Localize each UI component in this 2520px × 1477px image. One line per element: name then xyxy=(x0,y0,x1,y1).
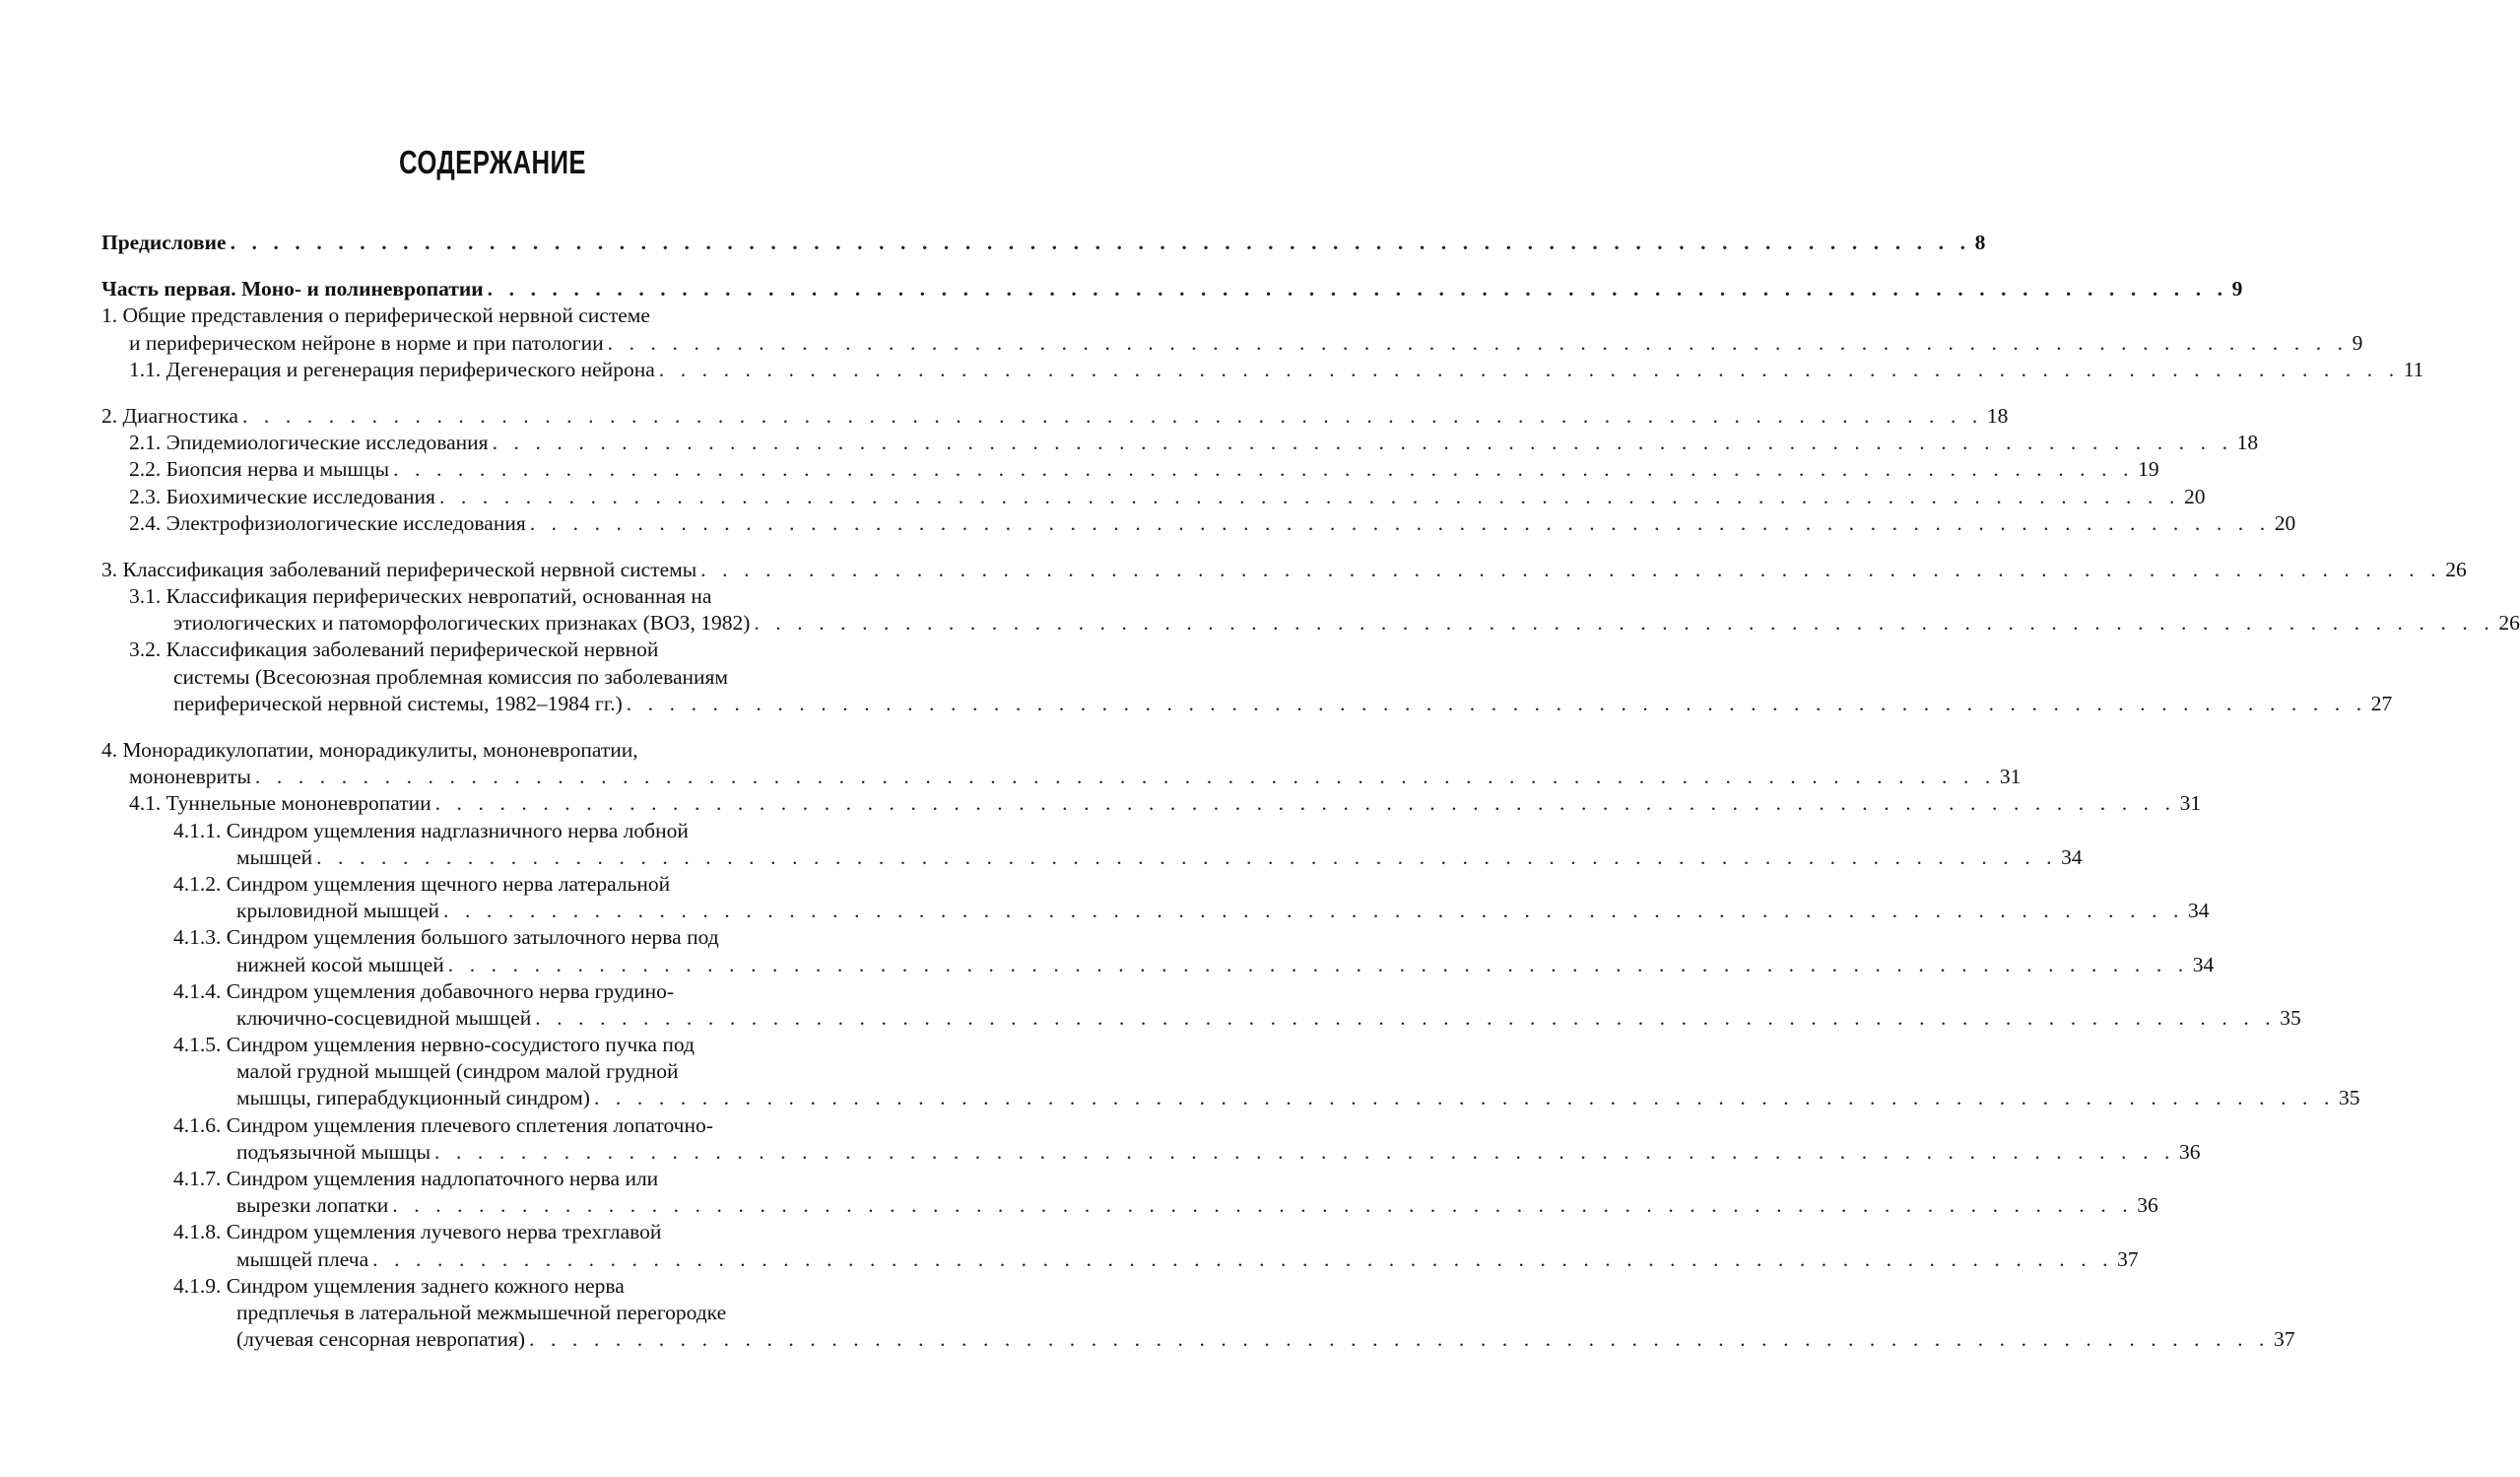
toc-entry-4-1-4-line-1[interactable] xyxy=(101,978,884,1005)
toc-entry-title: подъязычной мышцы xyxy=(236,1139,434,1166)
table-of-contents xyxy=(101,230,2520,1353)
toc-page-number: 19 xyxy=(2138,457,2159,482)
dot-leader: . . . . . . . . . . . . . . . . . . . . . . . . . . . . . . . . . . . . . . . . . . . . . . . . . . . . . . . . . . . . . . . . . . . . . . . . . . . . . . . . . xyxy=(658,357,2400,381)
toc-entry-title: периферической нервной системы, 1982–1984 гг.) xyxy=(173,691,627,717)
dot-leader: . . . . . . . . . . . . . . . . . . . . . . . . . . . . . . . . . . . . . . . . . . . . . . . . . . . . . . . . . . . . . . . . . . . . . . . . . . . . . . . . . xyxy=(593,1086,2335,1110)
toc-entry-chapter-2[interactable] xyxy=(101,403,2009,430)
toc-page-number: 18 xyxy=(1986,403,2009,428)
toc-entry-title: 2.2. Биопсия нерва и мышцы xyxy=(129,456,393,483)
toc-entry-title: 4.1.9. Синдром ущемления заднего кожного нерва xyxy=(173,1273,629,1300)
toc-page-number: 35 xyxy=(2280,1005,2301,1030)
toc-entry-title: (лучевая сенсорная невропатия) xyxy=(236,1326,529,1353)
dot-leader: . . . . . . . . . . . . . . . . . . . . . . . . . . . . . . . . . . . . . . . . . . . . . . . . . . . . . . . . . . . . . . . . . . . . . . . . . . . . . . . . . xyxy=(434,791,2176,816)
toc-entry-chapter-3[interactable] xyxy=(101,557,2467,583)
toc-page-number: 34 xyxy=(2188,899,2210,923)
toc-entry-4-1-5-line-1[interactable] xyxy=(101,1032,884,1058)
toc-entry-title: 4.1. Туннельные мононевропатии xyxy=(129,790,435,817)
toc-page-number: 27 xyxy=(2370,691,2393,715)
dot-leader: . . . . . . . . . . . . . . . . . . . . . . . . . . . . . . . . . . . . . . . . . . . . . . . . . . . . . . . . . . . . . . . . . . . . . . . . . . . . . . . . . xyxy=(316,844,2058,869)
toc-entry-chapter-4-line-1[interactable] xyxy=(101,737,884,764)
toc-entry-3-2-line-2[interactable] xyxy=(101,664,884,691)
dot-leader: . . . . . . . . . . . . . . . . . . . . . . . . . . . . . . . . . . . . . . . . . . . . . . . . . . . . . . . . . . . . . . . . . . . . . . . . . . . . . . . . . xyxy=(443,899,2184,923)
toc-entry-4-1-9-line-3[interactable] xyxy=(101,1326,2295,1353)
toc-entry-title: 1.1. Дегенерация и регенерация периферического нейрона xyxy=(129,357,659,383)
toc-entry-title: мышцей плеча xyxy=(236,1246,372,1273)
dot-leader: . . . . . . . . . . . . . . . . . . . . . . . . . . . . . . . . . . . . . . . . . . . . . . . . . . . . . . . . . . . . . . . . . . . . . . . . . . . . . . . . . xyxy=(529,1327,2271,1352)
toc-entry-4-1-8-line-1[interactable] xyxy=(101,1219,884,1245)
toc-entry-title: 3.1. Классификация периферических невропатий, основанная на xyxy=(129,583,715,610)
dot-leader: . . . . . . . . . . . . . . . . . . . . . . . . . . . . . . . . . . . . . . . . . . . . . . . . . . . . . . . . . . . . . . . . . . . . . . . . . . . . . . . . . xyxy=(438,484,2180,508)
toc-page-number: 26 xyxy=(2498,611,2520,636)
toc-page-number: 20 xyxy=(2274,510,2296,535)
toc-page-number: 34 xyxy=(2061,844,2083,869)
toc-page-number: 9 xyxy=(2352,330,2363,355)
toc-entry-3-1-line-1[interactable] xyxy=(101,583,884,610)
toc-entry-3-2-line-3[interactable] xyxy=(101,691,2393,717)
toc-page-number: 11 xyxy=(2403,357,2424,381)
toc-entry-1-1[interactable] xyxy=(101,357,2424,383)
dot-leader: . . . . . . . . . . . . . . . . . . . . . . . . . . . . . . . . . . . . . . . . . . . . . . . . . . . . . . . . . . . . . . . . . . . . . . . . . . . . . . . . . xyxy=(700,557,2442,581)
dot-leader: . . . . . . . . . . . . . . . . . . . . . . . . . . . . . . . . . . . . . . . . . . . . . . . . . . . . . . . . . . . . . . . . . . . . . . . . . . . . . . . . . xyxy=(372,1246,2114,1271)
toc-entry-title: 3. Классификация заболеваний периферической нервной системы xyxy=(101,557,700,583)
dot-leader: . . . . . . . . . . . . . . . . . . . . . . . . . . . . . . . . . . . . . . . . . . . . . . . . . . . . . . . . . . . . . . . . . . . . . . . . . . . . . . . . . xyxy=(529,510,2271,535)
toc-page-number: 37 xyxy=(2274,1327,2295,1352)
toc-page-number: 18 xyxy=(2236,431,2259,455)
dot-leader: . . . . . . . . . . . . . . . . . . . . . . . . . . . . . . . . . . . . . . . . . . . . . . . . . . . . . . . . . . . . . . . . . . . . . . . . . . . . . . . . . xyxy=(492,431,2233,455)
toc-entry-4-1-5-line-3[interactable] xyxy=(101,1085,2360,1111)
dot-leader: . . . . . . . . . . . . . . . . . . . . . . . . . . . . . . . . . . . . . . . . . . . . . . . . . . . . . . . . . . . . . . . . . . . . . . . . . . . . . . . . . xyxy=(487,277,2228,302)
dot-leader: . . . . . . . . . . . . . . . . . . . . . . . . . . . . . . . . . . . . . . . . . . . . . . . . . . . . . . . . . . . . . . . . . . . . . . . . . . . . . . . . . xyxy=(607,330,2349,355)
toc-entry-4-1-1-line-1[interactable] xyxy=(101,818,884,844)
toc-page-number: 20 xyxy=(2183,484,2206,508)
toc-entry-title: малой грудной мышцей (синдром малой грудной xyxy=(236,1058,683,1085)
section-spacer xyxy=(101,256,884,276)
toc-entry-title: 2.1. Эпидемиологические исследования xyxy=(129,430,493,456)
toc-entry-title: Предисловие xyxy=(101,230,231,256)
toc-page-number: 34 xyxy=(2192,952,2215,976)
toc-entry-title: нижней косой мышцей xyxy=(236,952,448,978)
toc-entry-title: мышцей xyxy=(236,844,316,871)
toc-entry-title: крыловидной мышцей xyxy=(236,898,443,924)
dot-leader: . . . . . . . . . . . . . . . . . . . . . . . . . . . . . . . . . . . . . . . . . . . . . . . . . . . . . . . . . . . . . . . . . . . . . . . . . . . . . . . . . xyxy=(392,1193,2134,1218)
section-spacer xyxy=(101,383,884,403)
toc-entry-title: 3.2. Классификация заболеваний периферической нервной xyxy=(129,637,662,663)
toc-entry-2-1[interactable] xyxy=(101,430,2259,456)
page-title: СОДЕРЖАНИЕ xyxy=(399,144,586,180)
toc-entry-title: 1. Общие представления о периферической нервной системе xyxy=(101,302,654,329)
toc-entry-chapter-4-line-2[interactable] xyxy=(101,764,2022,790)
toc-entry-2-3[interactable] xyxy=(101,484,2206,510)
toc-entry-title: мышцы, гиперабдукционный синдром) xyxy=(236,1085,594,1111)
toc-entry-4-1-1-line-2[interactable] xyxy=(101,844,2083,871)
dot-leader: . . . . . . . . . . . . . . . . . . . . . . . . . . . . . . . . . . . . . . . . . . . . . . . . . . . . . . . . . . . . . . . . . . . . . . . . . . . . . . . . . xyxy=(754,611,2495,636)
toc-entry-4-1-6-line-2[interactable] xyxy=(101,1139,2201,1166)
dot-leader: . . . . . . . . . . . . . . . . . . . . . . . . . . . . . . . . . . . . . . . . . . . . . . . . . . . . . . . . . . . . . . . . . . . . . . . . . . . . . . . . . xyxy=(447,952,2189,976)
toc-entry-4-1-2-line-2[interactable] xyxy=(101,898,2210,924)
dot-leader: . . . . . . . . . . . . . . . . . . . . . . . . . . . . . . . . . . . . . . . . . . . . . . . . . . . . . . . . . . . . . . . . . . . . . . . . . . . . . . . . . xyxy=(230,231,1971,254)
toc-entry-title: 2. Диагностика xyxy=(101,403,242,430)
toc-entry-title: 4.1.6. Синдром ущемления плечевого сплетения лопаточно- xyxy=(173,1112,717,1139)
toc-entry-title: ключично-сосцевидной мышцей xyxy=(236,1005,535,1032)
toc-entry-3-2-line-1[interactable] xyxy=(101,637,884,663)
toc-entry-title: Часть первая. Моно- и полиневропатии xyxy=(101,276,488,302)
toc-entry-4-1-2-line-1[interactable] xyxy=(101,871,884,898)
toc-page-number: 35 xyxy=(2338,1086,2360,1110)
toc-entry-4-1-3-line-2[interactable] xyxy=(101,952,2215,978)
toc-page-number: 31 xyxy=(1999,765,2022,789)
section-spacer xyxy=(101,717,884,737)
toc-entry-4-1-5-line-2[interactable] xyxy=(101,1058,884,1085)
dot-leader: . . . . . . . . . . . . . . . . . . . . . . . . . . . . . . . . . . . . . . . . . . . . . . . . . . . . . . . . . . . . . . . . . . . . . . . . . . . . . . . . . xyxy=(254,765,1996,789)
toc-entry-chapter-1-line-1[interactable] xyxy=(101,302,884,329)
toc-entry-4-1-6-line-1[interactable] xyxy=(101,1112,884,1139)
toc-entry-4-1-9-line-1[interactable] xyxy=(101,1273,884,1300)
toc-page-number: 9 xyxy=(2231,277,2243,302)
toc-entry-title: предплечья в латеральной межмышечной перегородке xyxy=(236,1300,730,1326)
toc-entry-title: вырезки лопатки xyxy=(236,1192,392,1219)
toc-entry-2-2[interactable] xyxy=(101,456,2159,483)
toc-entry-title: 4.1.1. Синдром ущемления надглазничного нерва лобной xyxy=(173,818,693,844)
toc-entry-title: 2.4. Электрофизиологические исследования xyxy=(129,510,530,537)
toc-page-number: 31 xyxy=(2179,791,2202,816)
toc-entry-chapter-1-line-2[interactable] xyxy=(101,330,2363,357)
toc-entry-title: 4.1.4. Синдром ущемления добавочного нерва грудино- xyxy=(173,978,678,1005)
toc-page-number: 36 xyxy=(2137,1193,2158,1218)
toc-entry-3-1-line-2[interactable] xyxy=(101,610,2520,637)
section-spacer xyxy=(101,537,884,557)
toc-entry-2-4[interactable] xyxy=(101,510,2296,537)
toc-entry-title: 4.1.3. Синдром ущемления большого затылочного нерва под xyxy=(173,924,723,951)
toc-entry-title: 4. Монорадикулопатии, монорадикулиты, мононевропатии, xyxy=(101,737,642,764)
dot-leader: . . . . . . . . . . . . . . . . . . . . . . . . . . . . . . . . . . . . . . . . . . . . . . . . . . . . . . . . . . . . . . . . . . . . . . . . . . . . . . . . . xyxy=(393,457,2135,482)
toc-entry-title: 2.3. Биохимические исследования xyxy=(129,484,439,510)
dot-leader: . . . . . . . . . . . . . . . . . . . . . . . . . . . . . . . . . . . . . . . . . . . . . . . . . . . . . . . . . . . . . . . . . . . . . . . . . . . . . . . . . xyxy=(535,1005,2277,1030)
toc-entry-title: 4.1.7. Синдром ущемления надлопаточного нерва или xyxy=(173,1166,662,1192)
toc-entry-4-1-3-line-1[interactable] xyxy=(101,924,884,951)
dot-leader: . . . . . . . . . . . . . . . . . . . . . . . . . . . . . . . . . . . . . . . . . . . . . . . . . . . . . . . . . . . . . . . . . . . . . . . . . . . . . . . . . xyxy=(241,403,1983,428)
toc-entry-part-one[interactable] xyxy=(101,276,2243,302)
toc-entry-title: 4.1.8. Синдром ущемления лучевого нерва трехглавой xyxy=(173,1219,665,1245)
toc-entry-4-1-7-line-2[interactable] xyxy=(101,1192,2158,1219)
toc-entry-title: этиологических и патоморфологических признаках (ВОЗ, 1982) xyxy=(173,610,754,637)
toc-entry-title: 4.1.5. Синдром ущемления нервно-сосудистого пучка под xyxy=(173,1032,698,1058)
toc-entry-title: мононевриты xyxy=(129,764,255,790)
toc-entry-4-1-7-line-1[interactable] xyxy=(101,1166,884,1192)
toc-page-number: 36 xyxy=(2179,1139,2201,1164)
toc-entry-preface[interactable] xyxy=(101,230,1986,256)
toc-page-number: 37 xyxy=(2117,1246,2139,1271)
dot-leader: . . . . . . . . . . . . . . . . . . . . . . . . . . . . . . . . . . . . . . . . . . . . . . . . . . . . . . . . . . . . . . . . . . . . . . . . . . . . . . . . . xyxy=(434,1139,2176,1164)
toc-entry-4-1-9-line-2[interactable] xyxy=(101,1300,884,1326)
toc-entry-title: системы (Всесоюзная проблемная комиссия по заболеваниям xyxy=(173,664,732,691)
dot-leader: . . . . . . . . . . . . . . . . . . . . . . . . . . . . . . . . . . . . . . . . . . . . . . . . . . . . . . . . . . . . . . . . . . . . . . . . . . . . . . . . . xyxy=(626,691,2367,715)
toc-entry-4-1[interactable] xyxy=(101,790,2202,817)
toc-entry-title: и периферическом нейроне в норме и при патологии xyxy=(129,330,608,357)
toc-entry-4-1-8-line-2[interactable] xyxy=(101,1246,2139,1273)
toc-entry-4-1-4-line-2[interactable] xyxy=(101,1005,2301,1032)
toc-page-number: 26 xyxy=(2445,557,2467,581)
toc-entry-title: 4.1.2. Синдром ущемления щечного нерва латеральной xyxy=(173,871,674,898)
toc-page-number: 8 xyxy=(1974,231,1986,254)
